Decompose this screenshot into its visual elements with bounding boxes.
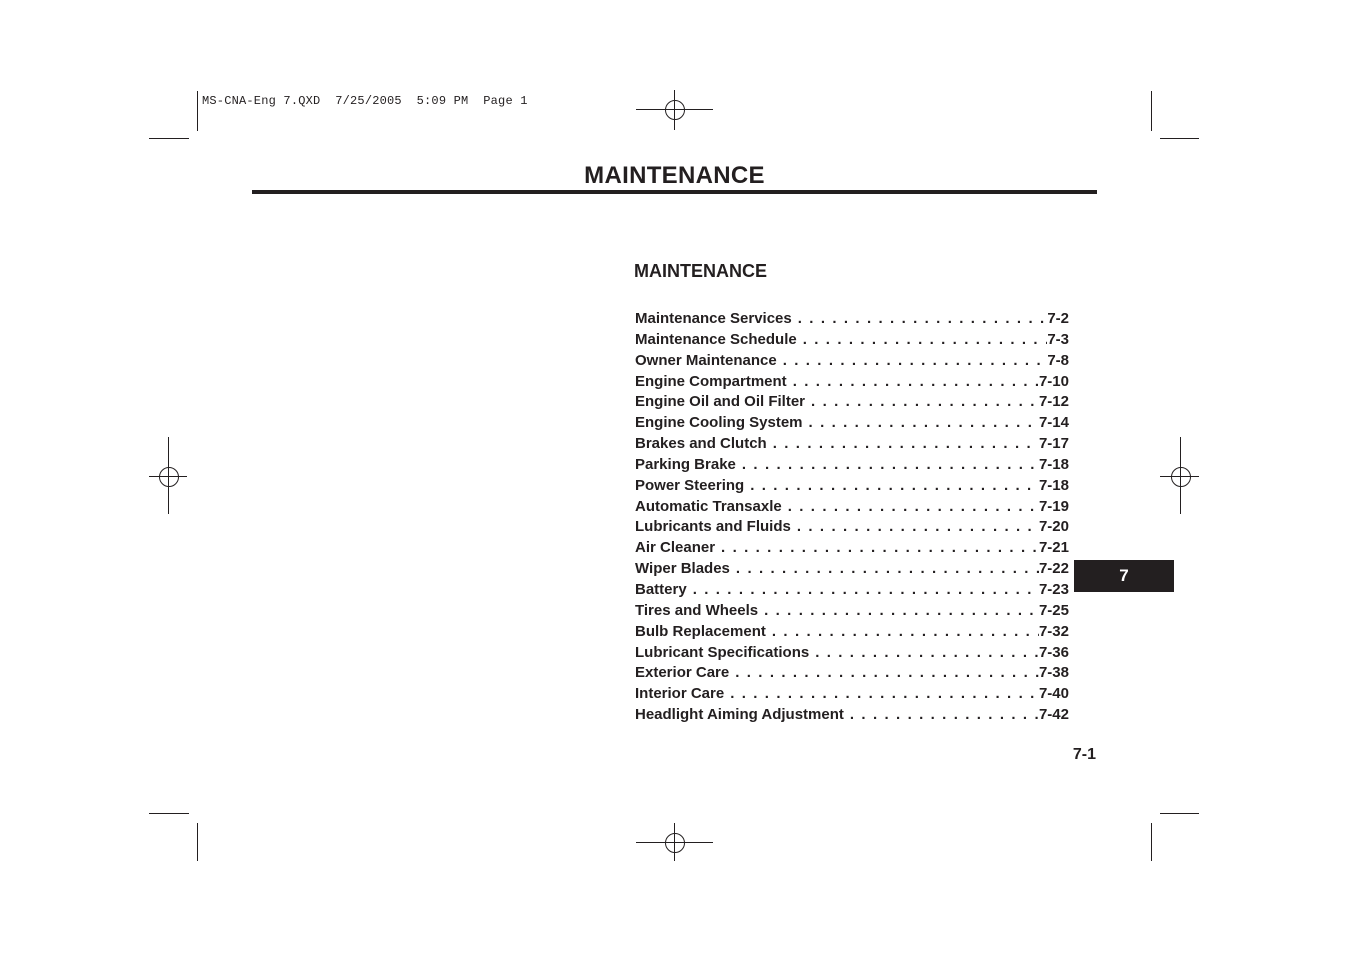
toc-entry-page: 7-18	[1038, 476, 1069, 494]
crop-mark-bottom-right-v	[1151, 823, 1152, 861]
toc-entry-page: 7-38	[1038, 664, 1069, 682]
toc-entry-page: 7-14	[1038, 414, 1069, 432]
dot-leader	[788, 498, 1039, 515]
toc-entry-page: 7-40	[1038, 685, 1069, 703]
dot-leader	[693, 581, 1039, 598]
toc-entry[interactable]	[635, 352, 1069, 373]
page-header-title: MAINTENANCE	[584, 162, 765, 189]
dot-leader	[721, 539, 1039, 556]
chapter-tab: 7	[1074, 560, 1174, 592]
crop-mark-top-right-v	[1151, 91, 1152, 131]
toc-entry-title: Battery	[635, 580, 687, 598]
toc-entry-page: 7-17	[1038, 435, 1069, 453]
dot-leader	[783, 352, 1048, 369]
toc-entry-page: 7-8	[1047, 351, 1069, 369]
toc-entry-title: Parking Brake	[635, 455, 736, 473]
toc-entry[interactable]	[635, 435, 1069, 456]
toc-entry[interactable]	[635, 477, 1069, 498]
toc-entry-page: 7-23	[1038, 580, 1069, 598]
dot-leader	[815, 644, 1039, 661]
toc-entry-page: 7-3	[1047, 330, 1069, 348]
toc-entry-title: Exterior Care	[635, 664, 730, 682]
toc-entry[interactable]	[635, 498, 1069, 519]
toc-entry[interactable]	[635, 518, 1069, 539]
toc-entry-title: Maintenance Schedule	[635, 330, 797, 348]
toc-entry-title: Headlight Aiming Adjustment	[635, 706, 844, 724]
dot-leader	[850, 706, 1039, 723]
toc-entry-page: 7-10	[1038, 372, 1069, 390]
toc-entry-title: Air Cleaner	[635, 539, 716, 557]
toc-entry[interactable]	[635, 664, 1069, 685]
toc-entry[interactable]	[635, 456, 1069, 477]
toc-entry[interactable]	[635, 310, 1069, 331]
toc-entry[interactable]	[635, 560, 1069, 581]
dot-leader	[736, 560, 1039, 577]
toc-entry[interactable]	[635, 602, 1069, 623]
header-rule	[252, 190, 1097, 194]
crop-mark-bottom-left-v	[197, 823, 198, 861]
toc-entry-title: Lubricants and Fluids	[635, 518, 791, 536]
toc-entry-title: Engine Compartment	[635, 372, 787, 390]
toc-entry[interactable]	[635, 644, 1069, 665]
toc-entry[interactable]	[635, 623, 1069, 644]
toc-entry-page: 7-36	[1038, 643, 1069, 661]
dot-leader	[793, 373, 1039, 390]
toc-entry-title: Power Steering	[635, 476, 745, 494]
dot-leader	[750, 477, 1039, 494]
toc-entry-page: 7-42	[1038, 706, 1069, 724]
toc-entry[interactable]	[635, 414, 1069, 435]
crop-mark-bottom-left-h	[149, 813, 189, 814]
toc-entry-title: Lubricant Specifications	[635, 643, 810, 661]
table-of-contents	[635, 310, 1069, 727]
toc-entry-title: Engine Oil and Oil Filter	[635, 393, 806, 411]
page-number: 7-1	[1072, 746, 1096, 763]
dot-leader	[803, 331, 1048, 348]
toc-entry[interactable]	[635, 393, 1069, 414]
toc-entry-page: 7-21	[1038, 539, 1069, 557]
dot-leader	[798, 310, 1048, 327]
toc-entry-page: 7-19	[1038, 497, 1069, 515]
toc-entry[interactable]	[635, 581, 1069, 602]
toc-entry-page: 7-2	[1047, 310, 1069, 327]
crop-mark-top-left-h	[149, 138, 189, 139]
dot-leader	[735, 664, 1039, 681]
toc-entry-page: 7-20	[1038, 518, 1069, 536]
toc-entry-title: Interior Care	[635, 685, 725, 703]
dot-leader	[797, 518, 1039, 535]
toc-entry-title: Bulb Replacement	[635, 622, 766, 640]
section-title: MAINTENANCE	[634, 261, 767, 281]
dot-leader	[772, 623, 1039, 640]
toc-entry-title: Automatic Transaxle	[635, 497, 782, 515]
toc-entry-title: Engine Cooling System	[635, 414, 803, 432]
toc-entry-page: 7-12	[1038, 393, 1069, 411]
dot-leader	[809, 414, 1039, 431]
dot-leader	[730, 685, 1039, 702]
dot-leader	[811, 393, 1039, 410]
crop-mark-top-right-h	[1160, 138, 1199, 139]
dot-leader	[742, 456, 1039, 473]
crop-mark-top-left-v	[197, 91, 198, 131]
dot-leader	[764, 602, 1039, 619]
toc-entry[interactable]	[635, 331, 1069, 352]
toc-entry-title: Brakes and Clutch	[635, 435, 767, 453]
toc-entry[interactable]	[635, 706, 1069, 727]
crop-mark-bottom-right-h	[1160, 813, 1199, 814]
dot-leader	[773, 435, 1039, 452]
toc-entry[interactable]	[635, 685, 1069, 706]
toc-entry[interactable]	[635, 539, 1069, 560]
toc-entry-page: 7-32	[1038, 622, 1069, 640]
print-slug: MS-CNA-Eng 7.QXD 7/25/2005 5:09 PM Page 1	[202, 94, 528, 108]
toc-entry-title: Owner Maintenance	[635, 351, 777, 369]
toc-entry-title: Wiper Blades	[635, 560, 730, 578]
toc-entry-page: 7-22	[1038, 560, 1069, 578]
toc-entry-title: Maintenance Services	[635, 310, 792, 327]
toc-entry-page: 7-25	[1038, 601, 1069, 619]
toc-entry[interactable]	[635, 373, 1069, 394]
toc-entry-title: Tires and Wheels	[635, 601, 759, 619]
toc-entry-page: 7-18	[1038, 455, 1069, 473]
